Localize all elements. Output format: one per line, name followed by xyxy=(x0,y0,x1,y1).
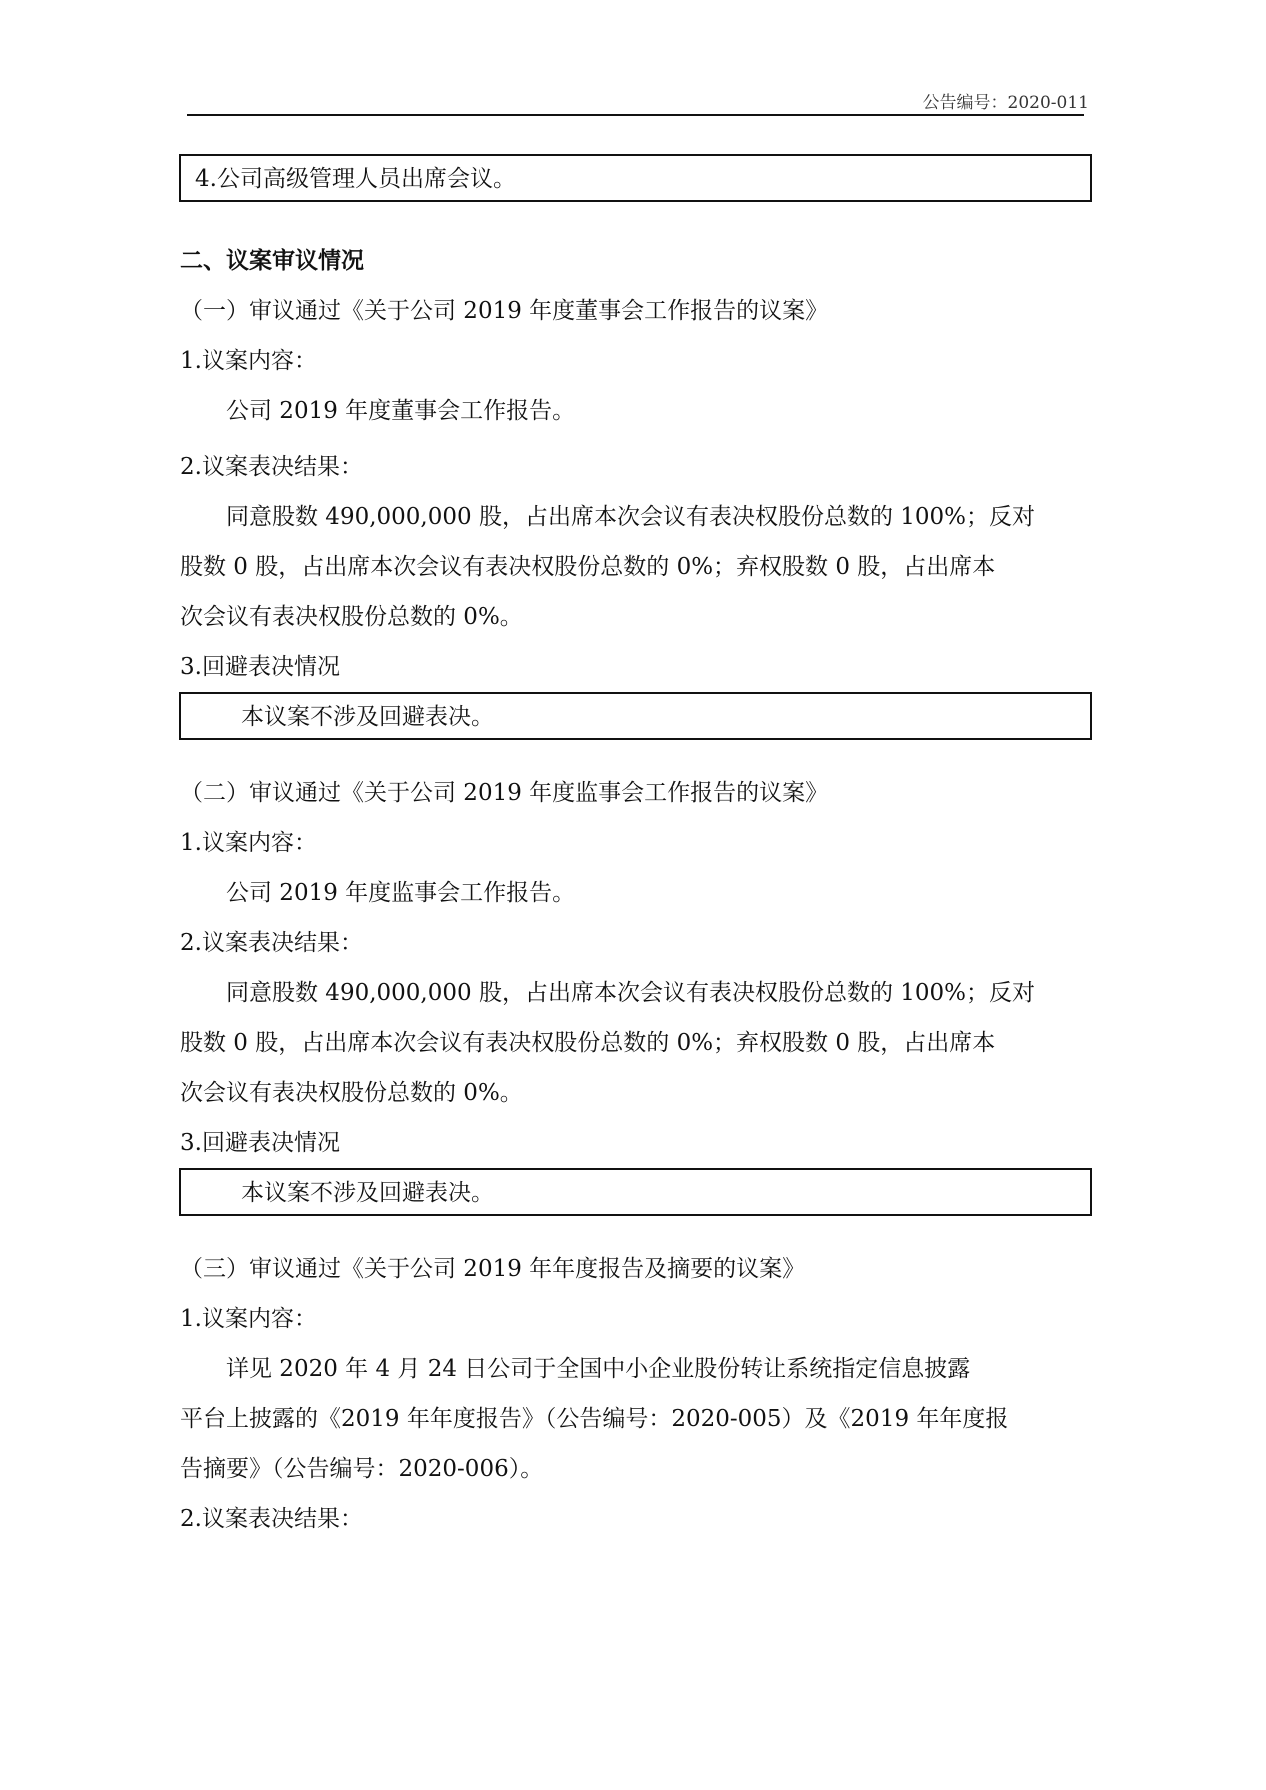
proposal-2 xyxy=(180,768,1092,1216)
avoid-label: 3.回避表决情况 xyxy=(180,1130,340,1156)
content-line: 平台上披露的《2019 年年度报告》（公告编号：2020-005）及《2019 年年度报 xyxy=(180,1406,1009,1432)
vote-line: 次会议有表决权股份总数的 0%。 xyxy=(180,604,523,630)
avoid-text-box: 本议案不涉及回避表决。 xyxy=(179,1168,1092,1216)
content-line: 详见 2020 年 4 月 24 日公司于全国中小企业股份转让系统指定信息披露 xyxy=(226,1356,971,1382)
vote-line: 股数 0 股，占出席本次会议有表决权股份总数的 0%；弃权股数 0 股，占出席本 xyxy=(180,1030,996,1056)
avoid-text-box: 本议案不涉及回避表决。 xyxy=(179,692,1092,740)
content-label: 1.议案内容： xyxy=(180,830,317,856)
vote-label: 2.议案表决结果： xyxy=(180,1506,363,1532)
document-body xyxy=(180,154,1092,1544)
vote-line: 同意股数 490,000,000 股，占出席本次会议有表决权股份总数的 100%；反对 xyxy=(226,980,1036,1006)
proposal-title: （二）审议通过《关于公司 2019 年度监事会工作报告的议案》 xyxy=(180,780,829,806)
vote-line: 同意股数 490,000,000 股，占出席本次会议有表决权股份总数的 100%；反对 xyxy=(226,504,1036,530)
proposal-1 xyxy=(180,286,1092,740)
header-rule xyxy=(187,114,1084,116)
vote-label: 2.议案表决结果： xyxy=(180,930,363,956)
avoid-label: 3.回避表决情况 xyxy=(180,654,340,680)
content-line: 告摘要》（公告编号：2020-006）。 xyxy=(180,1456,544,1482)
proposal-title: （一）审议通过《关于公司 2019 年度董事会工作报告的议案》 xyxy=(180,298,829,324)
proposal-3 xyxy=(180,1244,1092,1544)
attendance-note-box: 4.公司高级管理人员出席会议。 xyxy=(179,154,1092,202)
proposal-title: （三）审议通过《关于公司 2019 年年度报告及摘要的议案》 xyxy=(180,1256,806,1282)
content-label: 1.议案内容： xyxy=(180,1306,317,1332)
content-text: 公司 2019 年度董事会工作报告。 xyxy=(226,398,576,424)
vote-line: 股数 0 股，占出席本次会议有表决权股份总数的 0%；弃权股数 0 股，占出席本 xyxy=(180,554,996,580)
announcement-number: 公告编号：2020-011 xyxy=(922,93,1089,113)
content-label: 1.议案内容： xyxy=(180,348,317,374)
vote-line: 次会议有表决权股份总数的 0%。 xyxy=(180,1080,523,1106)
content-text: 公司 2019 年度监事会工作报告。 xyxy=(226,880,576,906)
vote-label: 2.议案表决结果： xyxy=(180,454,363,480)
section-title: 二、议案审议情况 xyxy=(180,247,364,274)
